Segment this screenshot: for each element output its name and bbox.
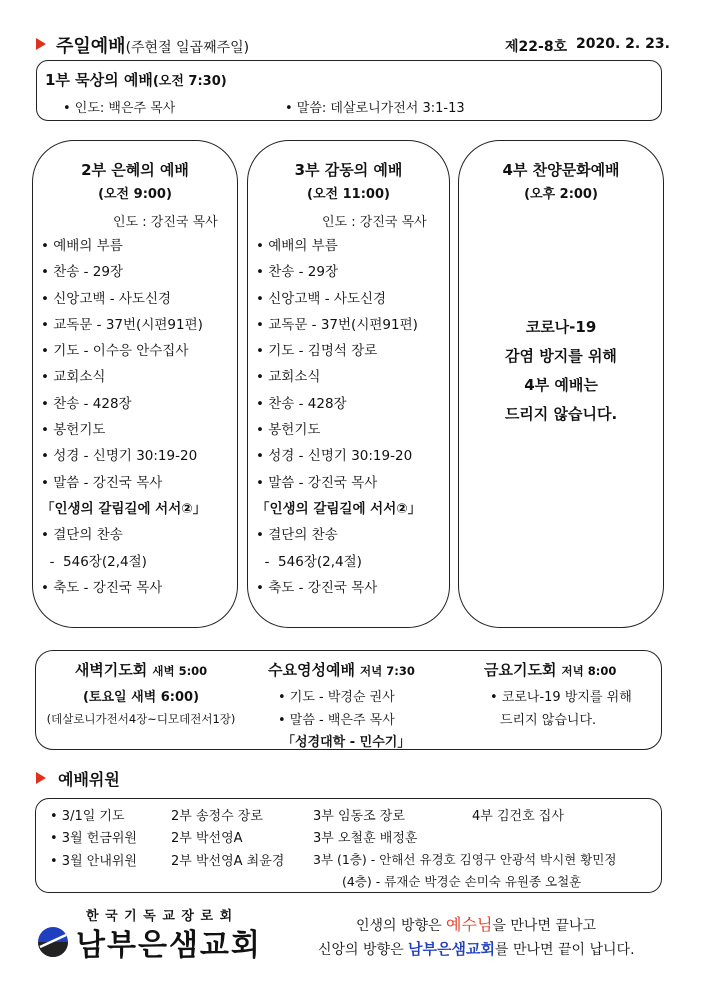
service3-time: (오전 11:00) (307, 187, 390, 202)
service4-title: 4부 찬양문화예배 (502, 161, 620, 179)
committee-cell: 3부 (1층) - 안해선 유경호 김영구 안광석 박시현 황민정 (313, 852, 617, 867)
committee-row: • 3월 안내위원 (50, 854, 137, 869)
list-item: • 성경 - 신명기 30:19-20 (256, 448, 413, 465)
list-item: • 결단의 찬송 (256, 527, 338, 544)
list-item: • 신앙고백 - 사도신경 (41, 290, 172, 307)
list-item: • 교독문 - 37번(시편91편) (41, 316, 203, 333)
page-title (56, 32, 249, 58)
motto-line-1: 인생의 방향은 예수님을 만나면 끝나고 (356, 915, 596, 934)
service4-box (458, 140, 664, 628)
service1-leader: • 인도: 백은주 목사 (63, 101, 176, 116)
list-item: • 기도 - 이수응 안수집사 (41, 343, 189, 360)
committee-cell: 3부 오철훈 배정훈 (313, 831, 418, 846)
sermon-title: 「인생의 갈림길에 서서②」 (41, 500, 207, 517)
list-item: • 말씀 - 강진국 목사 (41, 474, 163, 491)
church-name: 남부은샘교회 (76, 928, 262, 963)
service1-box (36, 60, 662, 121)
denomination: 한 국 기 독 교 장 로 회 (86, 909, 234, 924)
list-item: • 예배의 부름 (256, 238, 338, 254)
list-item: • 교독문 - 37번(시편91편) (256, 316, 418, 333)
list-item: • 봉헌기도 (256, 422, 321, 439)
list-item: • 봉헌기도 (41, 422, 106, 439)
service-title: 주일예배 (56, 36, 126, 57)
sermon-title: 「인생의 갈림길에 서서②」 (256, 500, 422, 517)
list-item: • 찬송 - 428장 (41, 395, 132, 412)
committee-title: 예배위원 (58, 770, 120, 789)
service1-title: 1부 묵상의 예배 (45, 71, 153, 89)
list-item: • 기도 - 김명석 장로 (256, 343, 378, 360)
service2-leader: 인도 : 강진국 목사 (113, 215, 218, 230)
committee-cell: 3부 임동조 장로 (313, 809, 405, 824)
list-item: - 546장(2,4절) (41, 553, 147, 570)
list-item: • 예배의 부름 (41, 238, 123, 254)
weekday-box (35, 650, 662, 750)
list-item: • 찬송 - 428장 (256, 395, 347, 412)
header-arrow-icon (36, 38, 46, 50)
list-item: • 결단의 찬송 (41, 527, 123, 544)
service3-title: 3부 감동의 예배 (294, 161, 403, 179)
list-item: • 성경 - 신명기 30:19-20 (41, 448, 198, 465)
committee-cell: (4층) - 류재순 박경순 손미숙 유원종 오철훈 (342, 874, 582, 889)
service1-time: (오전 7:30) (152, 74, 227, 89)
committee-row: • 3/1일 기도 (50, 809, 125, 824)
service3-leader: 인도 : 강진국 목사 (322, 215, 427, 230)
committee-cell: 4부 김건호 집사 (472, 809, 564, 824)
list-item: • 축도 - 강진국 목사 (256, 579, 378, 596)
issue-date: 2020. 2. 23. (576, 36, 670, 52)
committee-box (35, 798, 662, 893)
motto-line-2: 신앙의 방향은 남부은샘교회를 만나면 끝이 납니다. (318, 940, 635, 958)
issue-number: 제22-8호 (505, 39, 568, 55)
service2-order-list (41, 233, 206, 601)
list-item: • 교회소식 (256, 369, 321, 386)
list-item: • 신앙고백 - 사도신경 (256, 290, 387, 307)
service2-box (32, 140, 238, 628)
committee-cell: 2부 박선영A (171, 831, 243, 846)
service2-time: (오전 9:00) (98, 187, 172, 202)
committee-cell: 2부 송정수 장로 (171, 809, 263, 824)
service-subtitle: (주현절 일곱째주일) (125, 40, 250, 56)
list-item: • 찬송 - 29장 (41, 264, 124, 281)
list-item: • 축도 - 강진국 목사 (41, 579, 163, 596)
list-item: • 말씀 - 강진국 목사 (256, 474, 378, 491)
wednesday-service: 수요영성예배 저녁 7:30 • 기도 - 박경순 권사 • 말씀 - 백은주 목사 「성경대학 - 민수기」 (268, 661, 415, 750)
church-logo-icon (36, 925, 70, 959)
service3-box (247, 140, 450, 628)
service3-order-list (256, 233, 421, 601)
committee-row: • 3월 헌금위원 (50, 831, 137, 846)
committee-arrow-icon (36, 772, 46, 784)
friday-prayer: 금요기도회 저녁 8:00 • 코로나-19 방지를 위해 드리지 않습니다. (484, 661, 632, 728)
dawn-prayer: 새벽기도회 새벽 5:00 (토요일 새벽 6:00) (데살로니가전서4장~디모데전서1장) (46, 661, 236, 726)
list-item: • 찬송 - 29장 (256, 264, 339, 281)
service4-time: (오후 2:00) (524, 187, 598, 202)
service4-notice: 코로나-19 감염 방지를 위해 4부 예배는 드리지 않습니다. (504, 318, 618, 423)
list-item: - 546장(2,4절) (256, 553, 362, 570)
list-item: • 교회소식 (41, 369, 106, 386)
service1-sermon: • 말씀: 데살로니가전서 3:1-13 (285, 101, 465, 116)
service2-title: 2부 은혜의 예배 (81, 161, 189, 179)
committee-cell: 2부 박선영A 최윤경 (171, 854, 285, 869)
